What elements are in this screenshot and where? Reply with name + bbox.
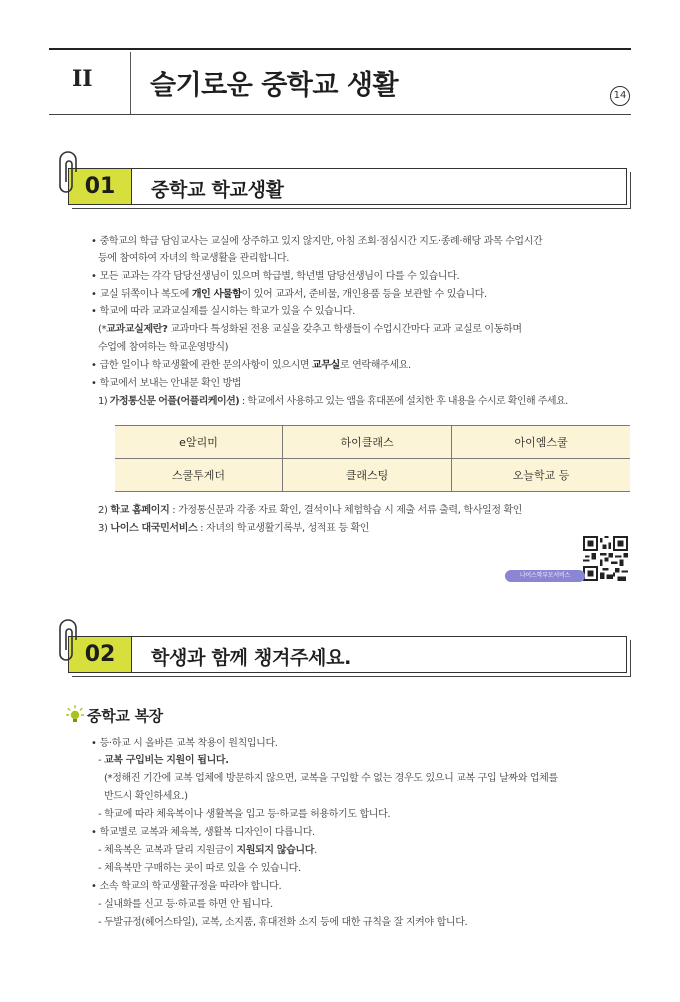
table-cell: 아이엠스쿨 bbox=[452, 426, 630, 459]
section-2-number: 02 bbox=[69, 637, 132, 672]
table-row bbox=[115, 426, 630, 459]
chapter-number: II bbox=[72, 66, 93, 92]
bullet-subject-classroom: • 학교에 따라 교과교실제를 실시하는 학교가 있을 수 있습니다. bbox=[91, 306, 355, 317]
table-cell: 클래스팅 bbox=[283, 459, 452, 492]
paperclip-icon bbox=[52, 618, 84, 666]
bullet-notice-methods: • 학교에서 보내는 안내문 확인 방법 bbox=[91, 378, 242, 389]
qr-code-icon[interactable] bbox=[583, 536, 628, 581]
header-divider bbox=[130, 52, 131, 114]
gym-clothes-shop: - 체육복만 구매하는 곳이 따로 있을 수 있습니다. bbox=[98, 863, 301, 874]
uniform-purchase-note: (*정해진 기간에 교복 업체에 방문하지 않으면, 교복을 구입할 수 없는 경우도 있으니 교복 구입 날짜와 업체를 bbox=[104, 773, 558, 784]
chapter-title: 슬기로운 중학교 생활 bbox=[150, 70, 399, 101]
subheading-school-uniform: 중학교 복장 bbox=[87, 707, 163, 725]
section-1-title: 중학교 학교생활 bbox=[151, 179, 284, 201]
table-cell: 스쿨투게더 bbox=[115, 459, 283, 492]
table-cell: e알리미 bbox=[115, 426, 283, 459]
header-top-rule bbox=[49, 48, 631, 50]
notice-method-app: 1) 가정통신문 어플(어플리케이션) : 학교에서 사용하고 있는 앱을 휴대폰에 설치한 후 내용을 수시로 확인해 주세요. bbox=[98, 396, 568, 407]
gym-clothes-allowed: - 학교에 따라 체육복이나 생활복을 입고 등·하교를 허용하기도 합니다. bbox=[98, 809, 391, 820]
table-cell: 하이클래스 bbox=[283, 426, 452, 459]
table-row bbox=[115, 459, 630, 492]
page-number: 14 bbox=[610, 86, 630, 106]
bullet-homeroom: • 중학교의 학급 담임교사는 교실에 상주하고 있지 않지만, 아침 조회·점심시간 지도·종례·해당 과목 수업시간 bbox=[91, 236, 543, 247]
subject-classroom-note-cont: 수업에 참여하는 학교운영방식) bbox=[98, 342, 229, 353]
bullet-uniform-rule: • 등·하교 시 올바른 교복 착용이 원칙입니다. bbox=[91, 738, 278, 749]
lightbulb-icon bbox=[66, 705, 84, 725]
bullet-locker: • 교실 뒤쪽이나 복도에 개인 사물함이 있어 교과서, 준비물, 개인용품 등을 보관할 수 있습니다. bbox=[91, 289, 487, 300]
uniform-purchase-note-cont: 반드시 확인하세요.) bbox=[104, 791, 188, 802]
qr-label: 나이스학부모서비스 bbox=[505, 570, 585, 582]
apps-table bbox=[115, 425, 630, 492]
section-2-banner bbox=[68, 636, 627, 673]
appearance-rules: - 두발규정(헤어스타일), 교복, 소지품, 휴대전화 소지 등에 대한 규칙을 잘 지켜야 합니다. bbox=[98, 917, 468, 928]
indoor-shoes-rule: - 실내화를 신고 등·하교를 하면 안 됩니다. bbox=[98, 899, 273, 910]
bullet-subject-teachers: • 모든 교과는 각각 담당선생님이 있으며 학급별, 학년별 담당선생님이 다를 수 있습니다. bbox=[91, 271, 460, 282]
section-2-title: 학생과 함께 챙겨주세요. bbox=[151, 647, 352, 669]
section-1-banner bbox=[68, 168, 627, 205]
bullet-contact-office: • 급한 일이나 학교생활에 관한 문의사항이 있으시면 교무실로 연락해주세요. bbox=[91, 360, 411, 371]
notice-method-homepage: 2) 학교 홈페이지 : 가정통신문과 각종 자료 확인, 결석이나 체험학습 시 제출 서류 출력, 학사일정 확인 bbox=[98, 505, 523, 516]
gym-clothes-no-subsidy: - 체육복은 교복과 달리 지원금이 지원되지 않습니다. bbox=[98, 845, 317, 856]
notice-method-neis: 3) 나이스 대국민서비스 : 자녀의 학교생활기록부, 성적표 등 확인 bbox=[98, 523, 370, 534]
section-1-number: 01 bbox=[69, 169, 132, 204]
paperclip-icon bbox=[52, 150, 84, 198]
subject-classroom-note: (*교과교실제란? 교과마다 특성화된 전용 교실을 갖추고 학생들이 수업시간마다 교과 교실로 이동하며 bbox=[98, 324, 522, 335]
uniform-subsidy: - 교복 구입비는 지원이 됩니다. bbox=[98, 755, 229, 766]
bullet-school-rules: • 소속 학교의 학교생활규정을 따라야 합니다. bbox=[91, 881, 282, 892]
table-cell: 오늘학교 등 bbox=[452, 459, 630, 492]
header-bottom-rule bbox=[49, 114, 631, 115]
bullet-homeroom-cont: 등에 참여하여 자녀의 학교생활을 관리합니다. bbox=[98, 253, 290, 264]
bullet-design-differs: • 학교별로 교복과 체육복, 생활복 디자인이 다릅니다. bbox=[91, 827, 315, 838]
